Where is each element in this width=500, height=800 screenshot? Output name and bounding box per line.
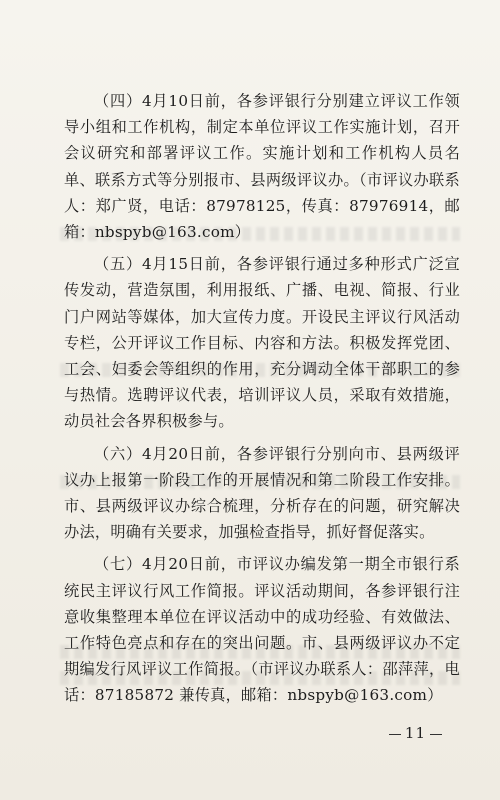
page-number-dash-left: [389, 734, 401, 735]
page-number-value: 11: [404, 724, 426, 742]
paragraph-7: （七）4月20日前，市评议办编发第一期全市银行系统民主评议行风工作简报。评议活动期间，各参评银行注意收集整理本单位在评议活动中的成功经验、有效做法、工作特色亮点和存在的突出问题。市、县两级评议办不定期编发行风评议工作简报。（市评议办联系人：邵萍萍，电话：87185872 兼传真，邮箱：nbspyb@163.com）: [64, 555, 460, 705]
paragraph-5: （五）4月15日前，各参评银行通过多种形式广泛宣传发动，营造氛围，利用报纸、广播、电视、简报、行业门户网站等媒体，加大宣传力度。开设民主评议行风活动专栏，公开评议工作目标、内容和方法。积极发挥党团、工会、妇委会等组织的作用，充分调动全体干部职工的参与热情。选聘评议代表，培训评议人员，采取有效措施，动员社会各界积极参与。: [64, 255, 460, 431]
page-number-dash-right: [430, 734, 442, 735]
page-number: [385, 724, 446, 742]
paragraph-6: （六）4月20日前，各参评银行分别向市、县两级评议办上报第一阶段工作的开展情况和第二阶段工作安排。市、县两级评议办综合梳理，分析存在的问题，研究解决办法，明确有关要求，加强检查指导，抓好督促落实。: [64, 444, 460, 542]
paragraph-4: （四）4月10日前，各参评银行分别建立评议工作领导小组和工作机构，制定本单位评议工作实施计划，召开会议研究和部署评议工作。实施计划和工作机构人员名单、联系方式等分别报市、县两级评议办。（市评议办联系人：郑广贤，电话：87978125，传真：87976914，邮箱：nbspyb@163.com）: [64, 92, 460, 242]
document-body: [64, 88, 460, 715]
